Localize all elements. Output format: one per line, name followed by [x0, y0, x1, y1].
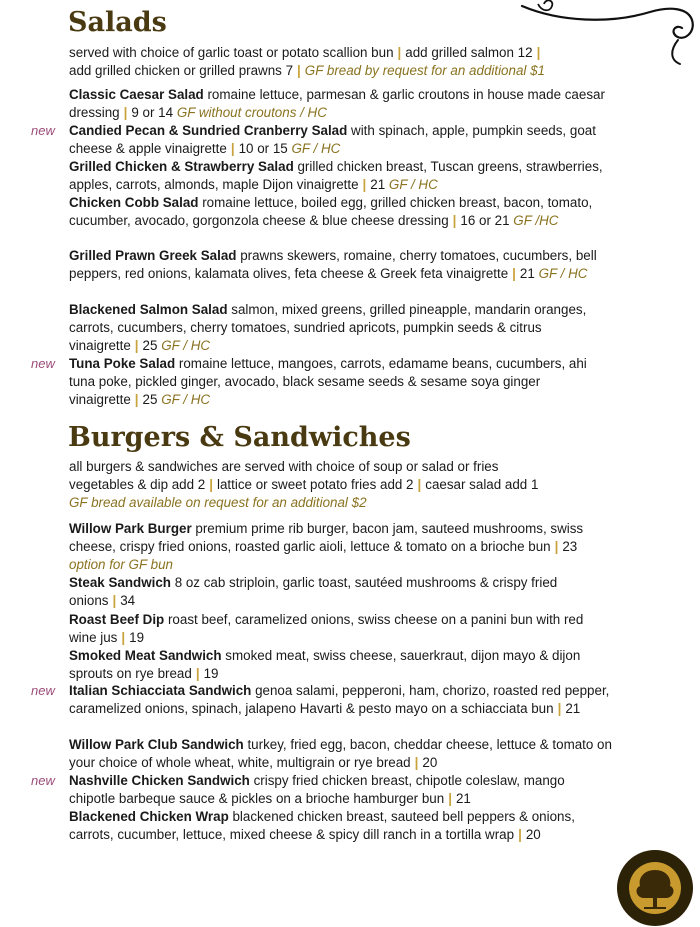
new-badge: new	[31, 123, 55, 138]
intro-text: served with choice of garlic toast or potato scallion bun	[69, 45, 394, 60]
gf-note: GF bread by request for an additional $1	[304, 63, 545, 78]
diet-note: GF / HC	[538, 266, 588, 281]
menu-item: Candied Pecan & Sundried Cranberry Salad with spinach, apple, pumpkin seeds, goat cheese & apple vinaigrette | 10 or 15 GF / HC	[69, 123, 596, 156]
separator: |	[518, 827, 522, 842]
diet-note: GF / HC	[161, 338, 211, 353]
salads-intro	[69, 44, 614, 80]
separator: |	[112, 593, 117, 608]
price: 19	[203, 666, 219, 681]
price: 20	[422, 755, 438, 770]
diet-note: GF / HC	[291, 141, 341, 156]
intro-text: add grilled chicken or grilled prawns 7	[69, 63, 294, 78]
intro-text: caesar salad add 1	[425, 477, 539, 492]
separator: |	[123, 105, 128, 120]
price: 16 or 21	[460, 213, 510, 228]
burgers-intro	[69, 458, 614, 512]
menu-item: Willow Park Club Sandwich turkey, fried egg, bacon, cheddar cheese, lettuce & tomato on your choice of whole wheat, white, multigrain or rye bread | 20	[69, 737, 612, 770]
intro-text: add grilled salmon 12	[405, 45, 533, 60]
price: 25	[142, 338, 158, 353]
intro-text: all burgers & sandwiches are served with choice of soup or salad or fries	[69, 459, 499, 474]
new-badge: new	[31, 683, 55, 698]
separator: |	[134, 338, 139, 353]
separator: |	[448, 791, 452, 806]
new-badge: new	[31, 356, 55, 371]
separator: |	[512, 266, 516, 281]
salads-title: Salads	[68, 7, 167, 38]
separator: |	[134, 392, 139, 407]
menu-item: Nashville Chicken Sandwich crispy fried chicken breast, chipotle coleslaw, mango chipotle barbeque sauce & pickles on a brioche hamburger bun | 21	[69, 773, 565, 806]
separator: |	[536, 45, 541, 60]
menu-item: Tuna Poke Salad romaine lettuce, mangoes, carrots, edamame beans, cucumbers, ahi tuna poke, pickled ginger, avocado, black sesame seeds & sesame soya ginger vinaigrette | 25 GF / HC	[69, 356, 587, 407]
menu-item: Roast Beef Dip roast beef, caramelized onions, swiss cheese on a panini bun with red wine jus | 19	[69, 612, 584, 645]
menu-item: Willow Park Burger premium prime rib burger, bacon jam, sauteed mushrooms, swiss cheese, crispy fried onions, roasted garlic aioli, lettuce & tomato on a brioche bun | 23 option for GF bun	[69, 521, 584, 572]
separator: |	[362, 177, 367, 192]
menu-item: Classic Caesar Salad romaine lettuce, parmesan & garlic croutons in house made caesar dressing | 9 or 14 GF without croutons / HC	[69, 87, 605, 120]
separator: |	[230, 141, 235, 156]
diet-note: GF / HC	[161, 392, 211, 407]
price: 21	[519, 266, 535, 281]
separator: |	[121, 630, 126, 645]
separator: |	[557, 701, 562, 716]
separator: |	[397, 45, 402, 60]
separator: |	[297, 63, 301, 78]
burgers-title: Burgers & Sandwiches	[68, 422, 411, 453]
menu-item: Grilled Chicken & Strawberry Salad grilled chicken breast, Tuscan greens, strawberries, apples, carrots, almonds, maple Dijon vinaigrette | 21 GF / HC	[69, 159, 603, 192]
separator: |	[195, 666, 200, 681]
separator: |	[417, 477, 422, 492]
price: 25	[142, 392, 158, 407]
price: 21	[370, 177, 386, 192]
price: 21	[565, 701, 581, 716]
gf-note: GF bread available on request for an additional $2	[69, 495, 367, 510]
menu-item: Steak Sandwich 8 oz cab striploin, garlic toast, sautéed mushrooms & crispy fried onions | 34	[69, 575, 558, 608]
new-badge: new	[31, 773, 55, 788]
separator: |	[452, 213, 457, 228]
menu-item: Grilled Prawn Greek Salad prawns skewers, romaine, cherry tomatoes, cucumbers, bell peppers, red onions, kalamata olives, feta cheese & Greek feta vinaigrette | 21 GF / HC	[69, 248, 597, 281]
price: 21	[455, 791, 471, 806]
price: 34	[120, 593, 136, 608]
intro-text: lattice or sweet potato fries add 2	[217, 477, 414, 492]
price: 20	[525, 827, 541, 842]
separator: |	[414, 755, 419, 770]
diet-note: GF / HC	[388, 177, 438, 192]
tree-emblem-icon	[614, 848, 696, 927]
diet-note: option for GF bun	[69, 557, 173, 572]
diet-note: GF /HC	[513, 213, 559, 228]
price: 19	[129, 630, 145, 645]
menu-item: Chicken Cobb Salad romaine lettuce, boiled egg, grilled chicken breast, bacon, tomato, cucumber, avocado, gorgonzola cheese & blue cheese dressing | 16 or 21 GF /HC	[69, 195, 593, 228]
intro-text: vegetables & dip add 2	[69, 477, 206, 492]
menu-item: Blackened Salmon Salad salmon, mixed greens, grilled pineapple, mandarin oranges, carrots, cucumbers, cherry tomatoes, sundried apricots, pumpkin seeds & citrus vinaigrette | 25 GF / HC	[69, 302, 587, 353]
price: 9 or 14	[131, 105, 174, 120]
price: 10 or 15	[238, 141, 288, 156]
separator: |	[209, 477, 213, 492]
separator: |	[554, 539, 559, 554]
menu-item: Italian Schiacciata Sandwich genoa salami, pepperoni, ham, chorizo, roasted red pepper, caramelized onions, spinach, jalapeno Havarti & pesto mayo on a schiacciata bun | 21	[69, 683, 610, 716]
menu-item: Blackened Chicken Wrap blackened chicken breast, sauteed bell peppers & onions, carrots, cucumber, lettuce, mixed cheese & spicy dill ranch in a tortilla wrap | 20	[69, 809, 575, 842]
menu-item: Smoked Meat Sandwich smoked meat, swiss cheese, sauerkraut, dijon mayo & dijon sprouts on rye bread | 19	[69, 648, 581, 681]
price: 23	[562, 539, 578, 554]
diet-note: GF without croutons / HC	[176, 105, 327, 120]
